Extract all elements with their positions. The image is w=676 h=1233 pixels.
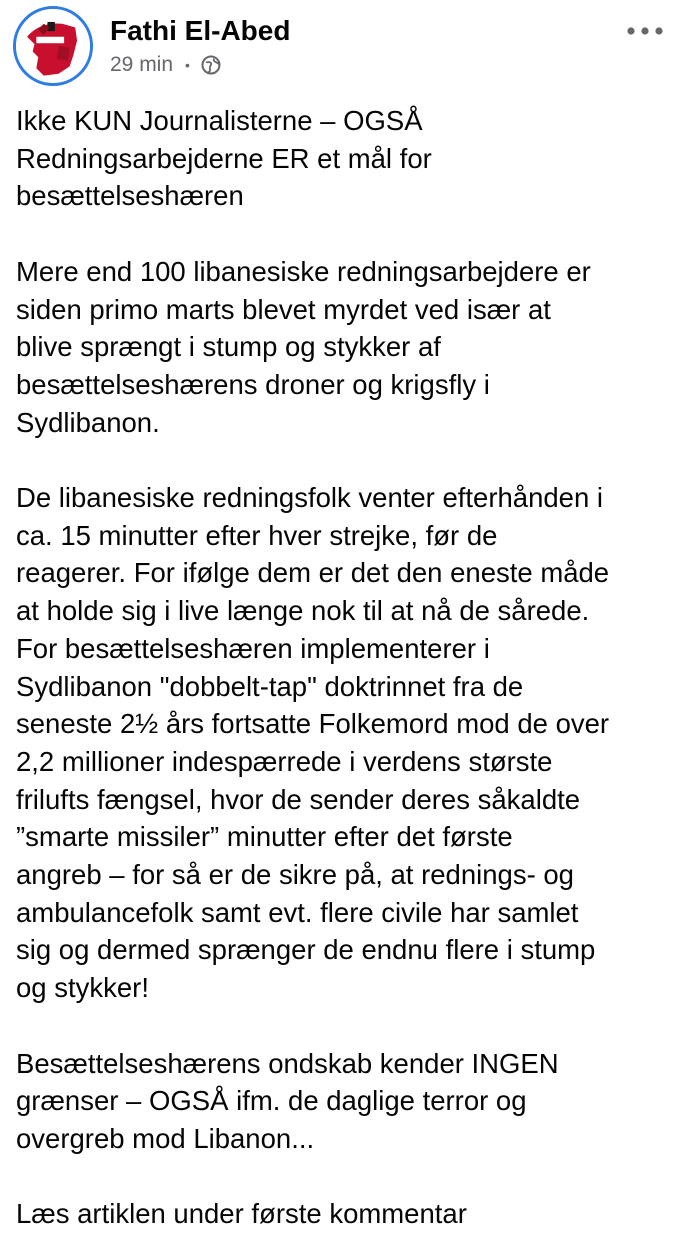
post-paragraph-2: Mere end 100 libanesiske redningsarbejdere er siden primo marts blevet myrdet ved især at blive sprængt i stump og stykker af besættelseshærens droner og krigsfly i Sydlibanon. [16, 255, 591, 438]
post-header [0, 0, 676, 90]
post-meta [110, 52, 222, 78]
post-timestamp[interactable]: 29 min [110, 53, 174, 76]
meta-separator: • [185, 57, 190, 73]
avatar-image [16, 9, 90, 83]
post-body [16, 102, 666, 1233]
author-name[interactable]: Fathi El-Abed [110, 15, 291, 46]
post-paragraph-4: Besættelseshærens ondskab kender INGEN grænser – OGSÅ ifm. de daglige terror og overgreb mod Libanon... [16, 1047, 559, 1154]
more-options-icon [626, 26, 664, 36]
post-paragraph-5: Læs artiklen under første kommentar [16, 1198, 467, 1230]
post-paragraph-1: Ikke KUN Journalisterne – OGSÅ Redningsarbejderne ER et mål for besættelseshæren [16, 105, 432, 212]
globe-icon[interactable] [200, 54, 222, 76]
avatar[interactable] [13, 6, 93, 86]
more-options-button[interactable] [624, 18, 666, 44]
post-paragraph-3: De libanesiske redningsfolk venter efterhånden i ca. 15 minutter efter hver strejke, før de reagerer. For ifølge dem er det den eneste måde at holde sig i live længe nok til at nå de sårede. For besættelseshæren implementerer i Sydlibanon "dobbelt-tap" doktrinnet fra de seneste 2½ års fortsatte Folkemord mod de over 2,2 millioner indespærrede i verdens største frilufts fængsel, hvor de sender deres såkaldte ”smarte missiler” minutter efter det første angreb – for så er de sikre på, at rednings- og ambulancefolk samt evt. flere civile har samlet sig og dermed sprænger de endnu flere i stump og stykker! [16, 482, 610, 1004]
